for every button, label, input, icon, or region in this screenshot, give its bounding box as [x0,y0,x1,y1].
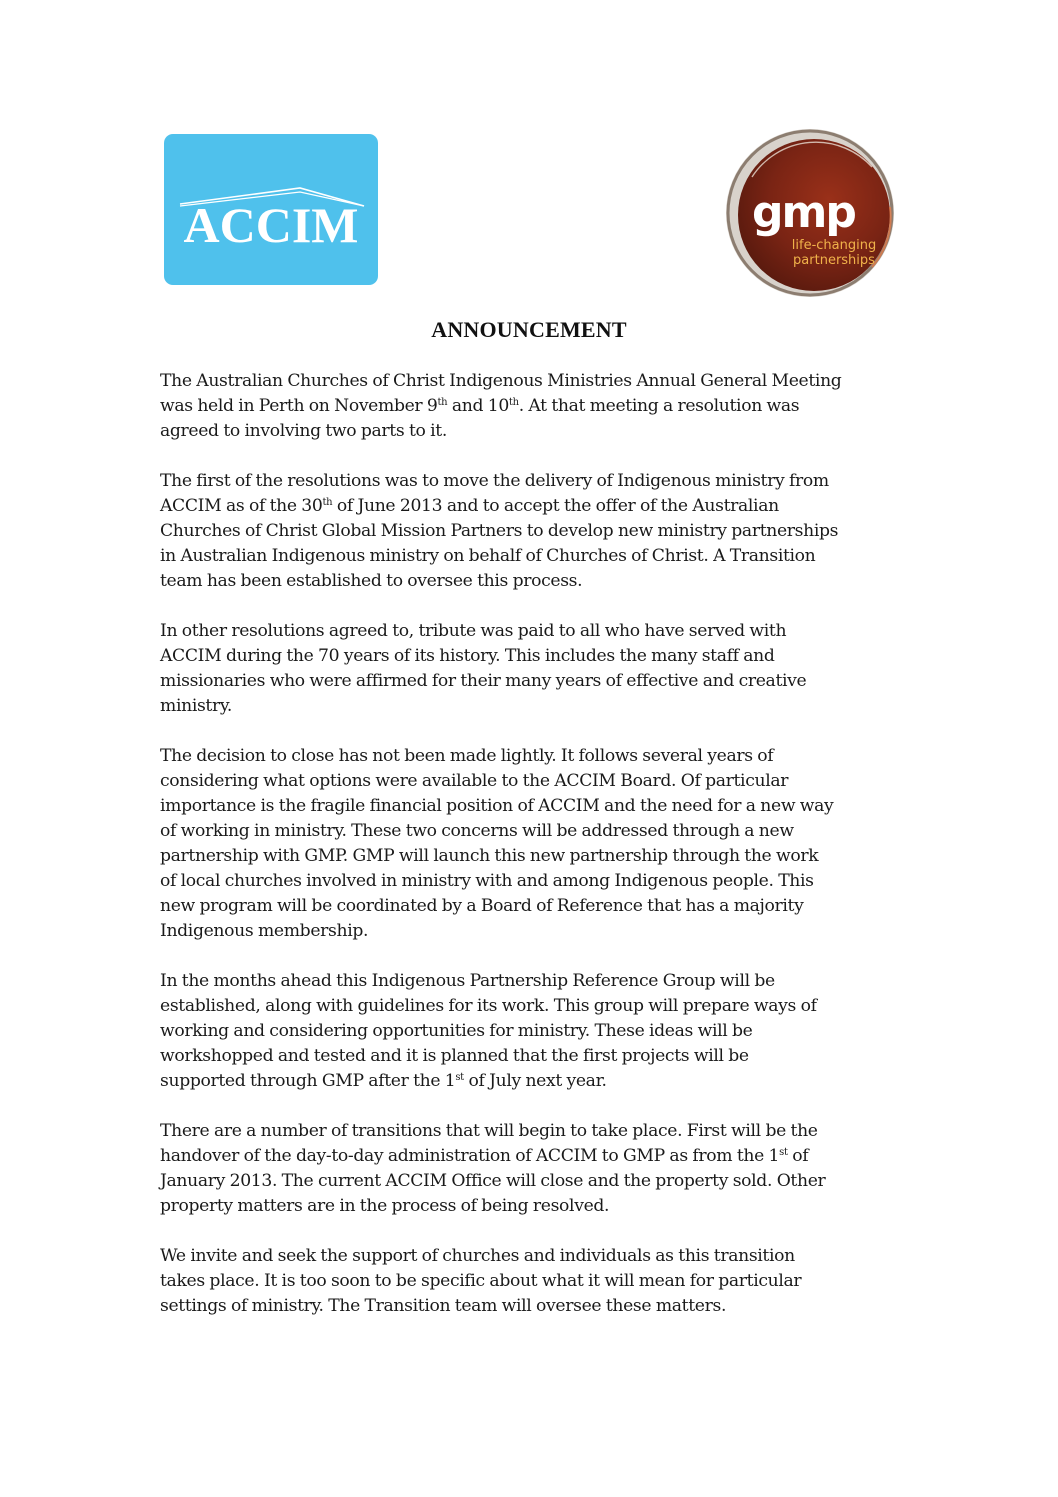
text-line: There are a number of transitions that will begin to take place. First will be the [160,1121,818,1141]
ordinal-suffix: th [437,397,448,408]
text-line: of local churches involved in ministry with and among Indigenous people. This [160,871,814,891]
text-line: importance is the fragile financial position of ACCIM and the need for a new way [160,796,834,816]
text-line: agreed to involving two parts to it. [160,421,447,441]
text-line: working and considering opportunities for ministry. These ideas will be [160,1021,753,1041]
paragraph [160,369,920,444]
text-line: missionaries who were affirmed for their many years of effective and creative [160,671,807,691]
text-line: established, along with guidelines for its work. This group will prepare ways of [160,996,817,1016]
text-line: in Australian Indigenous ministry on behalf of Churches of Christ. A Transition [160,546,816,566]
paragraph [160,1244,920,1319]
text-line: We invite and seek the support of churches and individuals as this transition [160,1246,795,1266]
text-line: ministry. [160,696,233,716]
accim-logo-text: ACCIM [183,197,359,253]
text-line: ACCIM during the 70 years of its history. This includes the many staff and [160,646,775,666]
paragraph [160,1119,920,1219]
paragraph [160,469,920,594]
text-line: The Australian Churches of Christ Indigenous Ministries Annual General Meeting [160,371,842,391]
text-line: ACCIM as of the 30th of June 2013 and to accept the offer of the Australian [160,496,779,516]
text-line: takes place. It is too soon to be specific about what it will mean for particular [160,1271,802,1291]
accim-logo [164,134,378,285]
text-line: January 2013. The current ACCIM Office will close and the property sold. Other [160,1171,826,1191]
text-line: handover of the day-to-day administration of ACCIM to GMP as from the 1st of [160,1146,809,1166]
ordinal-suffix: st [779,1147,788,1158]
announcement-title: ANNOUNCEMENT [431,317,627,342]
paragraph [160,744,920,944]
text-line: of working in ministry. These two concerns will be addressed through a new [160,821,794,841]
ordinal-suffix: st [455,1072,464,1083]
text-line: was held in Perth on November 9th and 10th. At that meeting a resolution was [160,396,800,416]
announcement-body [160,369,920,1344]
text-line: The decision to close has not been made lightly. It follows several years of [160,746,774,766]
ordinal-suffix: th [508,397,519,408]
text-line: new program will be coordinated by a Board of Reference that has a majority [160,896,804,916]
text-line: settings of ministry. The Transition team will oversee these matters. [160,1296,727,1316]
text-line: Churches of Christ Global Mission Partners to develop new ministry partnerships [160,521,839,541]
text-line: partnership with GMP. GMP will launch this new partnership through the work [160,846,819,866]
gmp-wordmark: gmp [752,187,855,238]
text-line: In the months ahead this Indigenous Partnership Reference Group will be [160,971,775,991]
text-line: Indigenous membership. [160,921,369,941]
paragraph [160,619,920,719]
text-line: The first of the resolutions was to move the delivery of Indigenous ministry from [160,471,829,491]
text-line: considering what options were available to the ACCIM Board. Of particular [160,771,789,791]
gmp-tagline-line2: partnerships [793,253,875,268]
ordinal-suffix: th [322,497,333,508]
paragraph [160,969,920,1094]
gmp-tagline-line1: life-changing [791,238,877,253]
gmp-logo [722,127,898,299]
text-line: team has been established to oversee this process. [160,571,583,591]
text-line: supported through GMP after the 1st of July next year. [160,1071,607,1091]
text-line: property matters are in the process of being resolved. [160,1196,610,1216]
text-line: workshopped and tested and it is planned that the first projects will be [160,1046,749,1066]
text-line: In other resolutions agreed to, tribute was paid to all who have served with [160,621,787,641]
